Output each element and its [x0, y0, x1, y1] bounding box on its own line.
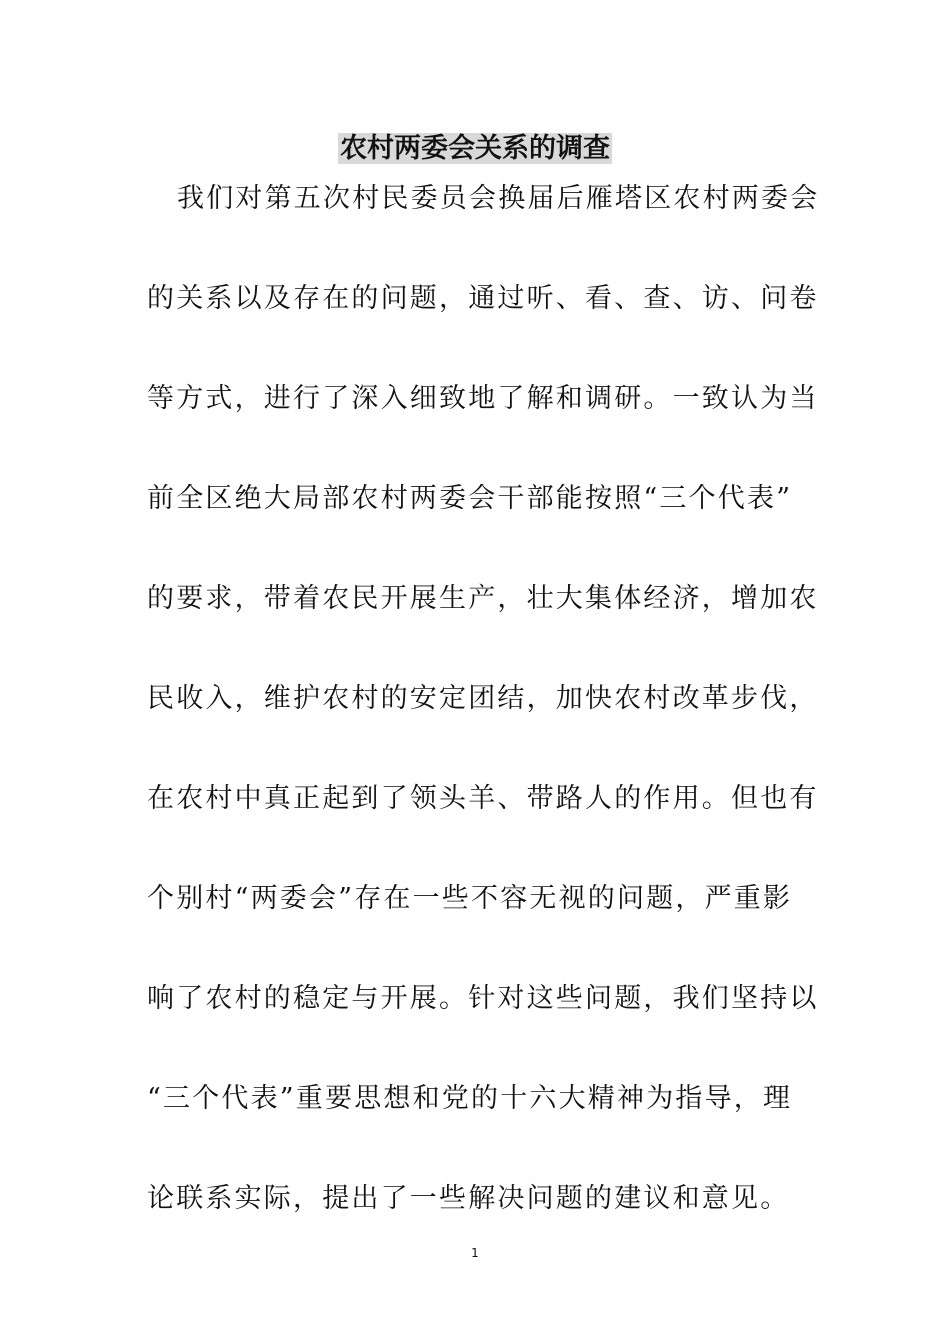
body-line-5: 的要求，带着农民开展生产，壮大集体经济，增加农 [147, 583, 819, 614]
body-line-2: 的关系以及存在的问题，通过听、看、查、访、问卷 [147, 283, 819, 314]
body-line-11: 论联系实际，提出了一些解决问题的建议和意见。 [147, 1183, 790, 1214]
document-title [0, 131, 950, 167]
body-line-1: 我们对第五次村民委员会换届后雁塔区农村两委会 [177, 183, 820, 214]
body-line-9: 响了农村的稳定与开展。针对这些问题，我们坚持以 [147, 983, 819, 1014]
document-body [147, 179, 820, 1279]
body-line-8: 个别村“两委会”存在一些不容无视的问题，严重影 [147, 883, 793, 914]
body-line-10: “三个代表”重要思想和党的十六大精神为指导，理 [147, 1083, 793, 1114]
body-line-4: 前全区绝大局部农村两委会干部能按照“三个代表” [147, 483, 793, 514]
document-title-text: 农村两委会关系的调查 [340, 133, 610, 164]
body-line-3: 等方式，进行了深入细致地了解和调研。一致认为当 [147, 383, 819, 414]
page-number: 1 [471, 1246, 479, 1260]
body-line-7: 在农村中真正起到了领头羊、带路人的作用。但也有 [147, 783, 819, 814]
body-line-6: 民收入，维护农村的安定团结，加快农村改革步伐， [147, 683, 819, 714]
